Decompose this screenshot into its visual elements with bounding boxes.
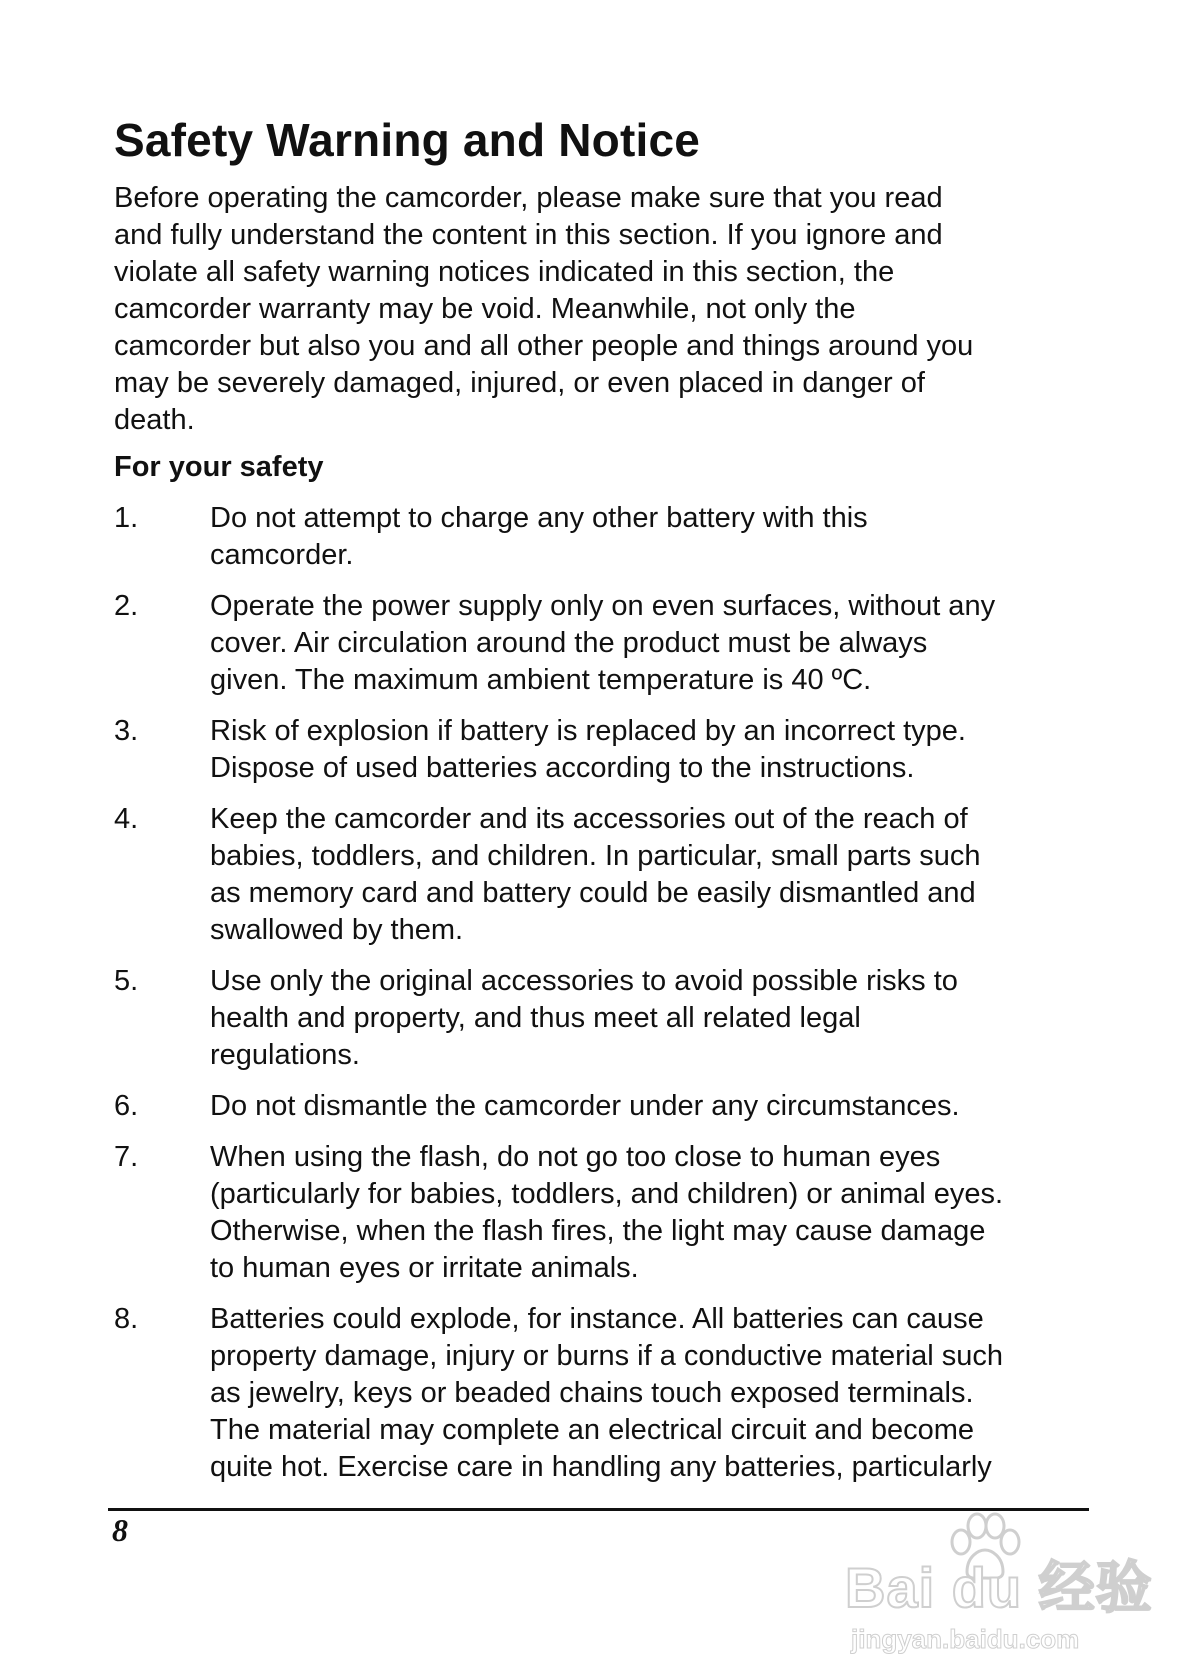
item-text	[210, 801, 1094, 949]
item-number: 6.	[114, 1090, 139, 1122]
intro-line: Before operating the camcorder, please make sure that you read	[114, 182, 943, 214]
item-text	[210, 1139, 1094, 1287]
item-line: Risk of explosion if battery is replaced by an incorrect type.	[210, 715, 966, 747]
item-text	[210, 1088, 1094, 1125]
intro-line: camcorder but also you and all other people and things around you	[114, 330, 974, 362]
item-line: as jewelry, keys or beaded chains touch exposed terminals.	[210, 1377, 974, 1409]
item-line: swallowed by them.	[210, 914, 464, 946]
item-number: 2.	[114, 590, 139, 622]
item-line: to human eyes or irritate animals.	[210, 1252, 639, 1284]
item-line: Keep the camcorder and its accessories out of the reach of	[210, 803, 968, 835]
item-text	[210, 588, 1094, 699]
item-line: given. The maximum ambient temperature is 40 ºC.	[210, 664, 872, 696]
intro-line: and fully understand the content in this section. If you ignore and	[114, 219, 943, 251]
item-number: 5.	[114, 965, 139, 997]
item-number: 7.	[114, 1141, 139, 1173]
item-text	[210, 500, 1094, 574]
watermark-url: jingyan.baidu.com	[851, 1624, 1080, 1654]
intro-line: camcorder warranty may be void. Meanwhile, not only the	[114, 293, 856, 325]
item-line: The material may complete an electrical circuit and become	[210, 1414, 974, 1446]
item-number: 3.	[114, 715, 139, 747]
item-text	[210, 963, 1094, 1074]
item-line: When using the flash, do not go too close to human eyes	[210, 1141, 941, 1173]
item-text	[210, 713, 1094, 787]
item-line: Otherwise, when the flash fires, the light may cause damage	[210, 1215, 986, 1247]
page-number: 8	[112, 1512, 128, 1548]
list-item	[114, 801, 1094, 949]
safety-list	[114, 500, 1094, 1486]
section-subheading: For your safety	[114, 451, 324, 483]
page-title: Safety Warning and Notice	[114, 114, 701, 166]
footer-rule	[108, 1508, 1089, 1511]
watermark	[845, 1512, 1153, 1662]
item-line: regulations.	[210, 1039, 360, 1071]
intro-paragraph	[114, 180, 1094, 439]
item-line: camcorder.	[210, 539, 354, 571]
item-line: as memory card and battery could be easily dismantled and	[210, 877, 976, 909]
watermark-brand: Bai du 经验	[845, 1556, 1153, 1619]
item-line: Operate the power supply only on even surfaces, without any	[210, 590, 996, 622]
list-item	[114, 588, 1094, 699]
item-line: cover. Air circulation around the product must be always	[210, 627, 928, 659]
list-item	[114, 1139, 1094, 1287]
list-item	[114, 500, 1094, 574]
item-line: babies, toddlers, and children. In particular, small parts such	[210, 840, 981, 872]
intro-line: may be severely damaged, injured, or even placed in danger of	[114, 367, 925, 399]
item-line: quite hot. Exercise care in handling any batteries, particularly	[210, 1451, 992, 1483]
item-number: 4.	[114, 803, 139, 835]
list-item	[114, 1301, 1094, 1486]
item-line: health and property, and thus meet all related legal	[210, 1002, 861, 1034]
document-page	[114, 112, 1094, 1500]
list-item	[114, 1088, 1094, 1125]
item-number: 8.	[114, 1303, 139, 1335]
item-line: Use only the original accessories to avoid possible risks to	[210, 965, 958, 997]
item-text	[210, 1301, 1094, 1486]
list-item	[114, 963, 1094, 1074]
item-line: (particularly for babies, toddlers, and children) or animal eyes.	[210, 1178, 1004, 1210]
item-line: Dispose of used batteries according to the instructions.	[210, 752, 915, 784]
item-line: Batteries could explode, for instance. All batteries can cause	[210, 1303, 984, 1335]
intro-line: death.	[114, 404, 195, 436]
intro-line: violate all safety warning notices indicated in this section, the	[114, 256, 895, 288]
item-line: Do not attempt to charge any other battery with this	[210, 502, 868, 534]
list-item	[114, 713, 1094, 787]
item-line: Do not dismantle the camcorder under any circumstances.	[210, 1090, 960, 1122]
item-number: 1.	[114, 502, 139, 534]
item-line: property damage, injury or burns if a conductive material such	[210, 1340, 1004, 1372]
